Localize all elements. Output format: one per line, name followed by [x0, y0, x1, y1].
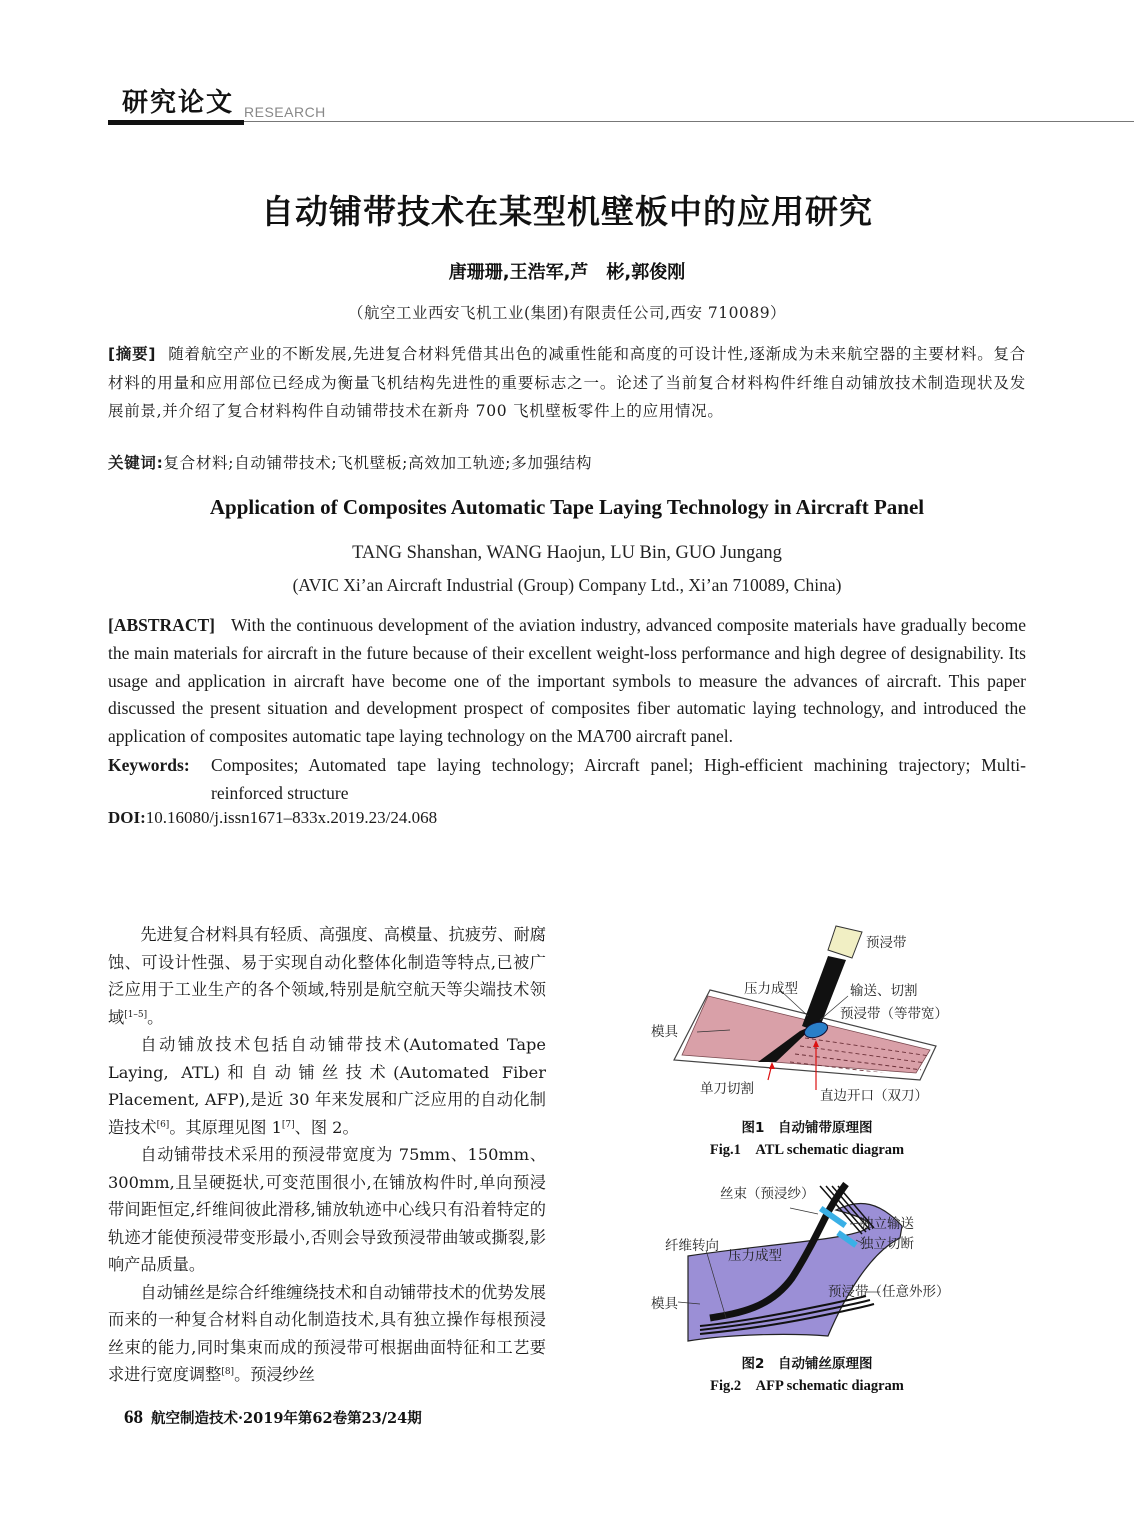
page-number: 68 — [124, 1407, 143, 1428]
label-prepreg-any: 预浸带（任意外形） — [828, 1284, 950, 1300]
keywords-text-en: Composites; Automated tape laying technology; Aircraft panel; High-efficient machining trajectory; Multi-reinforced structure — [211, 755, 1026, 803]
label-pressure: 压力成型 — [744, 981, 798, 997]
citation: [8] — [221, 1367, 235, 1377]
doi-label: DOI: — [108, 808, 146, 827]
abstract-text-cn: 随着航空产业的不断发展,先进复合材料凭借其出色的减重性能和高度的可设计性,逐渐成为未来航空器的主要材料。复合材料的用量和应用部位已经成为衡量飞机结构先进性的重要标志之一。论述了当前复合材料构件纤维自动铺放技术制造现状及发展前景,并介绍了复合材料构件自动铺带技术在新舟 700 飞机壁板零件上的应用情况。 — [108, 345, 1026, 420]
paper-title-cn: 自动铺带技术在某型机壁板中的应用研究 — [261, 192, 873, 231]
label-prepreg-width: 预浸带（等带宽） — [840, 1006, 948, 1022]
body-text-run: 、图 2。 — [294, 1117, 359, 1137]
section-label-cn: 研究论文 — [122, 88, 235, 118]
figure-2-caption-cn: 图2 自动铺丝原理图 — [741, 1356, 873, 1372]
doi — [108, 808, 437, 828]
body-text-run: 。 — [147, 1007, 164, 1027]
label-straight-open: 直边开口（双刀） — [820, 1088, 928, 1104]
journal-info: 航空制造技术·2019年第62卷第23/24期 — [151, 1410, 422, 1427]
abstract-label-cn: [摘要] — [108, 345, 157, 363]
citation: [7] — [281, 1119, 295, 1130]
body-text-run: 自动铺带技术采用的预浸带宽度为 75mm、150mm、300mm,且呈硬挺状,可变范围很小,在铺放构件时,单向预浸带间距恒定,纤维间彼此滑移,铺放轨迹中心线只有沿着特定的轨迹才能使预浸带变形最小,否则会导致预浸带曲皱或撕裂,影响产品质量。 — [108, 1145, 546, 1274]
abstract-cn — [108, 340, 1026, 426]
paper-title-en: Application of Composites Automatic Tape Laying Technology in Aircraft Panel — [209, 495, 925, 519]
body-text-run: 自动铺放技术包括自动铺带技术(Automated Tape Laying, ATL)和自动铺丝技术(Automated Fiber Placement, AFP),是近 30 年来发展和广泛应用的自动化制造技术 — [108, 1035, 546, 1137]
abstract-label-en: [ABSTRACT] — [108, 615, 215, 635]
body-paragraph — [108, 1141, 546, 1279]
body-paragraph — [108, 1279, 546, 1389]
citation: [1–5] — [124, 1009, 148, 1020]
affiliation-cn: （航空工业西安飞机工业(集团)有限责任公司,西安 710089） — [347, 304, 787, 322]
figure-2-afp-diagram — [640, 1178, 990, 1353]
page-footer — [124, 1407, 422, 1429]
figure-2-caption-en: Fig.2 AFP schematic diagram — [710, 1378, 904, 1394]
label-feed-cut: 输送、切割 — [850, 983, 918, 999]
keywords-label-cn: 关键词: — [108, 454, 164, 472]
authors-en: TANG Shanshan, WANG Haojun, LU Bin, GUO Jungang — [352, 543, 782, 563]
header-bar — [108, 120, 244, 125]
keywords-en — [108, 752, 1026, 808]
header-rule — [244, 121, 1134, 122]
label-mold: 模具 — [651, 1024, 678, 1040]
body-paragraph — [108, 1031, 546, 1141]
section-label-en: RESEARCH — [244, 104, 326, 120]
body-text-run: 自动铺丝是综合纤维缠绕技术和自动铺带技术的优势发展而来的一种复合材料自动化制造技术,具有独立操作每根预浸丝束的能力,同时集束而成的预浸带可根据曲面特征和工艺要求进行宽度调整 — [108, 1282, 546, 1384]
keywords-cn — [108, 450, 1026, 476]
body-text-run: 。其原理见图 1 — [169, 1117, 282, 1137]
label-tow: 丝束（预浸纱） — [720, 1186, 815, 1202]
keywords-text-cn: 复合材料;自动铺带技术;飞机壁板;高效加工轨迹;多加强结构 — [163, 454, 593, 472]
label-indep-feed: 独立输送 — [860, 1216, 914, 1232]
body-text-run: 先进复合材料具有轻质、高强度、高模量、抗疲劳、耐腐蚀、可设计性强、易于实现自动化整体化制造等特点,已被广泛应用于工业生产的各个领域,特别是航空航天等尖端技术领域 — [108, 925, 546, 1027]
label-pressure-2: 压力成型 — [728, 1248, 782, 1264]
label-fiber-steer: 纤维转向 — [665, 1238, 719, 1254]
figure-1-caption-en: Fig.1 ATL schematic diagram — [709, 1142, 905, 1158]
body-text — [108, 921, 546, 1389]
keywords-label-en: Keywords: — [108, 755, 190, 775]
doi-value: 10.16080/j.issn1671–833x.2019.23/24.068 — [145, 808, 438, 827]
abstract-text-en: With the continuous development of the aviation industry, advanced composite materials have gradually become the main materials for aircraft in the future because of their excellent weight-loss performance and high degree of designability. Its usage and application in aircraft have become one of the important symbols to measure the advances of aircraft. This paper discussed the present situation and development prospect of composites fiber automatic laying technology, and introduced the application of composites automatic tape laying technology on the MA700 aircraft panel. — [108, 615, 1026, 747]
label-prepreg: 预浸带 — [866, 935, 907, 951]
affiliation-en: (AVIC Xi’an Aircraft Industrial (Group) Company Ltd., Xi’an 710089, China) — [292, 575, 842, 595]
abstract-en — [108, 612, 1026, 751]
figure-1-caption-cn: 图1 自动铺带原理图 — [741, 1120, 873, 1136]
citation: [6] — [156, 1119, 170, 1130]
tape-roll — [828, 926, 862, 958]
figure-1-atl-diagram — [640, 920, 990, 1110]
label-single-knife: 单刀切割 — [700, 1081, 754, 1097]
section-header — [108, 82, 1134, 126]
body-paragraph — [108, 921, 546, 1031]
body-text-run: 。预浸纱丝 — [234, 1365, 315, 1384]
authors-cn: 唐珊珊,王浩军,芦 彬,郭俊刚 — [448, 262, 686, 283]
label-indep-cut: 独立切断 — [860, 1236, 914, 1252]
label-mold-2: 模具 — [651, 1296, 678, 1312]
